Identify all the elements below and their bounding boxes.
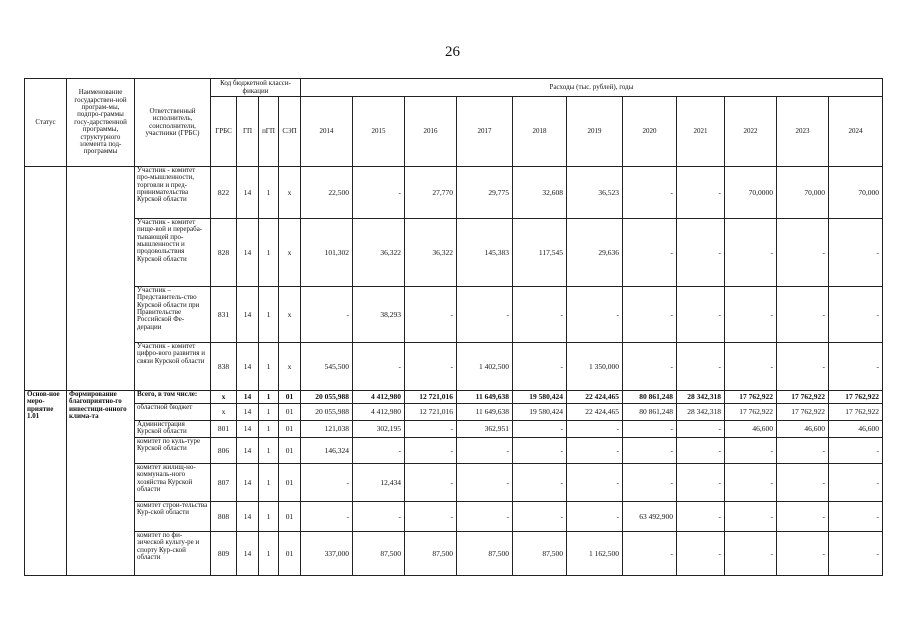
code-cell: х (279, 167, 301, 219)
code-cell: 1 (259, 404, 279, 421)
value-cell: - (677, 343, 725, 391)
executor-cell: Участник - комитет про-мышленности, торговли и пред-принимательства Курской области (135, 167, 211, 219)
table-row (25, 391, 883, 404)
code-cell: 1 (259, 219, 279, 287)
value-cell: - (677, 421, 725, 438)
value-cell: - (405, 421, 457, 438)
executor-cell: областной бюджет (135, 404, 211, 421)
value-cell: - (301, 464, 353, 502)
value-cell: 17 762,922 (725, 391, 777, 404)
code-cell: 14 (237, 391, 259, 404)
code-cell: 1 (259, 167, 279, 219)
value-cell: 362,951 (457, 421, 513, 438)
value-cell: - (829, 219, 883, 287)
code-cell: 831 (211, 287, 237, 343)
value-cell: 17 762,922 (777, 391, 829, 404)
value-cell: - (457, 502, 513, 532)
value-cell: - (623, 532, 677, 576)
value-cell: 302,195 (353, 421, 405, 438)
value-cell: 46,600 (777, 421, 829, 438)
value-cell: 12,434 (353, 464, 405, 502)
value-cell: 4 412,980 (353, 404, 405, 421)
value-cell: 46,600 (725, 421, 777, 438)
name-cell: Формирование благоприятно-го инвестици-онного клима-та (67, 391, 135, 576)
status-cell (25, 167, 67, 391)
value-cell: - (777, 532, 829, 576)
value-cell: - (353, 438, 405, 464)
value-cell: - (623, 167, 677, 219)
value-cell: 70,000 (829, 167, 883, 219)
executor-cell: Администрация Курской области (135, 421, 211, 438)
header-expenses-group: Расходы (тыс. рублей), годы (301, 79, 883, 97)
name-cell (67, 167, 135, 391)
value-cell: - (677, 287, 725, 343)
value-cell: 87,500 (457, 532, 513, 576)
header-year: 2023 (777, 97, 829, 167)
value-cell: 19 580,424 (513, 404, 567, 421)
value-cell: - (405, 464, 457, 502)
code-cell: 1 (259, 532, 279, 576)
header-year: 2018 (513, 97, 567, 167)
value-cell: - (725, 532, 777, 576)
value-cell: 80 861,248 (623, 404, 677, 421)
value-cell: - (623, 219, 677, 287)
table-row (25, 502, 883, 532)
value-cell: - (677, 438, 725, 464)
value-cell: - (513, 502, 567, 532)
header-year: 2015 (353, 97, 405, 167)
value-cell: - (405, 438, 457, 464)
code-cell: х (279, 219, 301, 287)
executor-cell: Участник - комитет пище-вой и перераба-тывающей про-мышленности и продовольствия Курской области (135, 219, 211, 287)
header-year: 2014 (301, 97, 353, 167)
value-cell: - (677, 167, 725, 219)
value-cell: 4 412,980 (353, 391, 405, 404)
header-year: 2021 (677, 97, 725, 167)
code-cell: 14 (237, 343, 259, 391)
value-cell: - (353, 502, 405, 532)
table-row (25, 167, 883, 219)
value-cell: 12 721,016 (405, 404, 457, 421)
header-executor: Ответственный исполнитель, соисполнители, участники (ГРБС) (135, 79, 211, 167)
code-cell: 14 (237, 502, 259, 532)
value-cell: 20 055,988 (301, 404, 353, 421)
value-cell: - (623, 421, 677, 438)
code-cell: 828 (211, 219, 237, 287)
value-cell: - (623, 343, 677, 391)
code-cell: х (211, 391, 237, 404)
value-cell: 87,500 (353, 532, 405, 576)
header-code: СЭП (279, 97, 301, 167)
header-code: ГРБС (211, 97, 237, 167)
budget-table (24, 78, 883, 576)
value-cell: 70,0000 (725, 167, 777, 219)
value-cell: 1 350,000 (567, 343, 623, 391)
code-cell: х (279, 287, 301, 343)
value-cell: - (567, 438, 623, 464)
value-cell: 29,775 (457, 167, 513, 219)
header-code-group: Код бюджетной класси-фикации (211, 79, 301, 97)
value-cell: - (567, 287, 623, 343)
code-cell: 808 (211, 502, 237, 532)
value-cell: 46,600 (829, 421, 883, 438)
value-cell: 12 721,016 (405, 391, 457, 404)
value-cell: - (301, 502, 353, 532)
value-cell: - (623, 438, 677, 464)
code-cell: 01 (279, 391, 301, 404)
table-row (25, 421, 883, 438)
value-cell: 19 580,424 (513, 391, 567, 404)
value-cell: - (777, 343, 829, 391)
value-cell: 17 762,922 (777, 404, 829, 421)
executor-cell: комитет по фи-зической культу-ре и спорту Кур-ской области (135, 532, 211, 576)
code-cell: 1 (259, 343, 279, 391)
value-cell: 22 424,465 (567, 391, 623, 404)
code-cell: 822 (211, 167, 237, 219)
value-cell: - (513, 421, 567, 438)
value-cell: - (829, 464, 883, 502)
code-cell: 14 (237, 464, 259, 502)
value-cell: - (567, 502, 623, 532)
value-cell: - (677, 502, 725, 532)
header-name: Наименование государствен-ной програм-мы, подпро-граммы госу-дарственной программы, структурного элемента под-программы (67, 79, 135, 167)
value-cell: 22,500 (301, 167, 353, 219)
value-cell: 27,770 (405, 167, 457, 219)
code-cell: 806 (211, 438, 237, 464)
code-cell: 1 (259, 287, 279, 343)
value-cell: 29,636 (567, 219, 623, 287)
value-cell: 36,322 (405, 219, 457, 287)
table-row (25, 343, 883, 391)
code-cell: 01 (279, 464, 301, 502)
value-cell: - (677, 464, 725, 502)
value-cell: - (677, 219, 725, 287)
table-row (25, 287, 883, 343)
value-cell: 17 762,922 (829, 404, 883, 421)
value-cell: 36,322 (353, 219, 405, 287)
value-cell: 11 649,638 (457, 391, 513, 404)
header-year: 2024 (829, 97, 883, 167)
value-cell: 70,000 (777, 167, 829, 219)
value-cell: - (725, 502, 777, 532)
value-cell: 1 162,500 (567, 532, 623, 576)
value-cell: - (457, 287, 513, 343)
value-cell: - (623, 464, 677, 502)
executor-cell: комитет строи-тельства Кур-ской области (135, 502, 211, 532)
code-cell: 809 (211, 532, 237, 576)
value-cell: 17 762,922 (829, 391, 883, 404)
header-year: 2016 (405, 97, 457, 167)
code-cell: 1 (259, 421, 279, 438)
value-cell: 145,383 (457, 219, 513, 287)
value-cell: - (405, 343, 457, 391)
value-cell: - (353, 167, 405, 219)
value-cell: 28 342,318 (677, 404, 725, 421)
value-cell: - (405, 287, 457, 343)
value-cell: - (353, 343, 405, 391)
value-cell: - (725, 438, 777, 464)
value-cell: - (301, 287, 353, 343)
header-code: пГП (259, 97, 279, 167)
code-cell: 14 (237, 404, 259, 421)
header-year: 2022 (725, 97, 777, 167)
code-cell: 01 (279, 532, 301, 576)
code-cell: х (211, 404, 237, 421)
value-cell: 121,038 (301, 421, 353, 438)
code-cell: 14 (237, 167, 259, 219)
value-cell: 36,523 (567, 167, 623, 219)
code-cell: 14 (237, 287, 259, 343)
code-cell: 1 (259, 502, 279, 532)
value-cell: - (777, 502, 829, 532)
value-cell: - (829, 532, 883, 576)
value-cell: - (405, 502, 457, 532)
header-year: 2020 (623, 97, 677, 167)
value-cell: - (567, 464, 623, 502)
value-cell: 1 402,500 (457, 343, 513, 391)
value-cell: - (725, 287, 777, 343)
header-year: 2017 (457, 97, 513, 167)
executor-cell: Всего, в том числе: (135, 391, 211, 404)
value-cell: - (457, 438, 513, 464)
code-cell: 01 (279, 404, 301, 421)
code-cell: 14 (237, 219, 259, 287)
code-cell: 1 (259, 438, 279, 464)
page-number: 26 (445, 44, 460, 60)
value-cell: - (513, 438, 567, 464)
code-cell: 801 (211, 421, 237, 438)
code-cell: 14 (237, 421, 259, 438)
value-cell: - (725, 219, 777, 287)
code-cell: х (279, 343, 301, 391)
header-year: 2019 (567, 97, 623, 167)
table-row (25, 532, 883, 576)
value-cell: 38,293 (353, 287, 405, 343)
header-code: ГП (237, 97, 259, 167)
table-row (25, 404, 883, 421)
value-cell: - (777, 287, 829, 343)
value-cell: 32,608 (513, 167, 567, 219)
code-cell: 1 (259, 391, 279, 404)
executor-cell: комитет по куль-туре Курской области (135, 438, 211, 464)
value-cell: - (513, 287, 567, 343)
value-cell: - (777, 438, 829, 464)
value-cell: 11 649,638 (457, 404, 513, 421)
code-cell: 838 (211, 343, 237, 391)
executor-cell: Участник - комитет цифро-вого развития и связи Курской области (135, 343, 211, 391)
executor-cell: комитет жилищ-но-коммуналь-ного хозяйства Курской области (135, 464, 211, 502)
value-cell: 337,000 (301, 532, 353, 576)
code-cell: 807 (211, 464, 237, 502)
value-cell: 146,324 (301, 438, 353, 464)
code-cell: 01 (279, 421, 301, 438)
value-cell: 87,500 (513, 532, 567, 576)
value-cell: 28 342,318 (677, 391, 725, 404)
value-cell: - (567, 421, 623, 438)
code-cell: 14 (237, 438, 259, 464)
value-cell: - (777, 464, 829, 502)
status-cell: Основ-ное меро-приятие 1.01 (25, 391, 67, 576)
code-cell: 01 (279, 502, 301, 532)
value-cell: - (725, 464, 777, 502)
executor-cell: Участник – Представитель-ство Курской области при Правительстве Российской Фе-дерации (135, 287, 211, 343)
value-cell: - (457, 464, 513, 502)
value-cell: 101,302 (301, 219, 353, 287)
value-cell: 17 762,922 (725, 404, 777, 421)
value-cell: - (829, 502, 883, 532)
value-cell: - (623, 287, 677, 343)
value-cell: - (513, 464, 567, 502)
value-cell: - (829, 438, 883, 464)
table-row (25, 438, 883, 464)
value-cell: - (725, 343, 777, 391)
value-cell: 80 861,248 (623, 391, 677, 404)
code-cell: 01 (279, 438, 301, 464)
value-cell: 20 055,988 (301, 391, 353, 404)
value-cell: 22 424,465 (567, 404, 623, 421)
table-row (25, 464, 883, 502)
value-cell: 63 492,900 (623, 502, 677, 532)
value-cell: - (513, 343, 567, 391)
value-cell: 545,500 (301, 343, 353, 391)
value-cell: 117,545 (513, 219, 567, 287)
value-cell: - (829, 343, 883, 391)
value-cell: - (777, 219, 829, 287)
value-cell: 87,500 (405, 532, 457, 576)
table-row (25, 219, 883, 287)
value-cell: - (677, 532, 725, 576)
value-cell: - (829, 287, 883, 343)
code-cell: 14 (237, 532, 259, 576)
header-status: Статус (25, 79, 67, 167)
code-cell: 1 (259, 464, 279, 502)
